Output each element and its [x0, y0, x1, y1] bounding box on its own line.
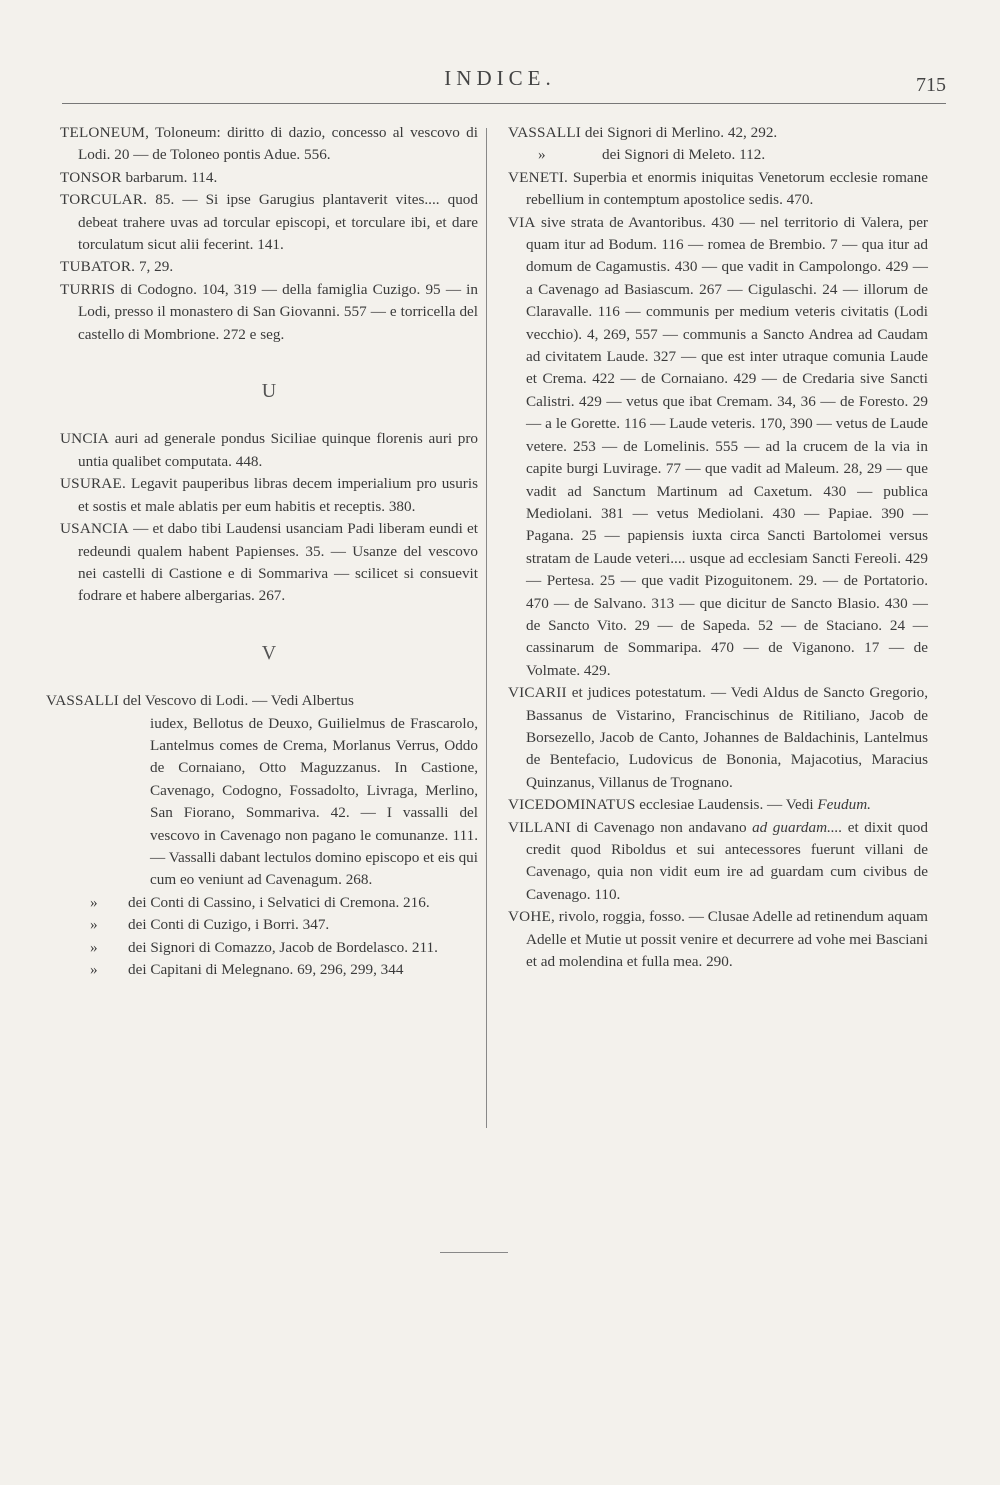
entry-text: del Vescovo di Lodi. — Vedi Albertus	[119, 692, 354, 710]
entry-italic-text: ad guardam....	[752, 818, 843, 836]
sub-entry-text: dei Signori di Meleto. 112.	[602, 146, 766, 164]
vassalli-body: iudex, Bellotus de Deuxo, Guilielmus de Frascarolo, Lantelmus comes de Crema, Morlanus Verrus, Oddo de Cornaiano, Otto Maguzzanus. In Castione, Cavenago, Codogno, Fossadolto, Livraga, Merlino, San Fiorano, Sommariva. 42. — I vassalli del vescovo in Cavenago non pagano le comunanze. 111. — Vassalli dabant lectulos domino episcopo et eis qui cum eo veniunt ad Cavenagum. 268.	[150, 714, 478, 889]
index-entry-tonsor	[60, 167, 478, 189]
entry-headword: VICEDOMINATUS	[508, 796, 636, 814]
entry-headword: VOHE,	[508, 908, 555, 926]
sub-entry-text: dei Capitani di Melegnano. 69, 296, 299, 344	[128, 961, 404, 978]
vassalli-sub-entry	[46, 892, 478, 914]
index-entry-uncia	[60, 428, 478, 473]
index-entry-villani	[508, 817, 928, 907]
section-letter-v: V	[261, 641, 277, 664]
entry-text: auri ad generale pondus Siciliae quinque florenis auri pro untia qualibet computata. 448.	[78, 430, 478, 470]
index-entry-usancia	[60, 518, 478, 608]
index-entry-vassalli-merlino	[508, 122, 928, 144]
entry-text: rivolo, roggia, fosso. — Clusae Adelle ad retinendum aquam Adelle et Mutie ut possit venire et decurrere ad vohe mei Basciani et ad molendina et fulla mea. 290.	[526, 908, 928, 971]
column-divider	[486, 128, 487, 1128]
entry-text: ecclesiae Laudensis. — Vedi	[635, 796, 818, 814]
entry-headword: VENETI.	[508, 168, 569, 186]
entry-headword: TONSOR	[60, 168, 122, 186]
entry-headword: USANCIA	[60, 520, 129, 538]
index-entry-torcular	[60, 189, 478, 256]
index-entry-via	[508, 212, 928, 683]
entry-italic-text: Feudum.	[817, 796, 871, 814]
index-entry-vohe	[508, 906, 928, 973]
entry-text: Legavit pauperibus libras decem imperialium pro usuris et sostis et male ablatis per eum habitis et receptis. 380.	[78, 475, 478, 515]
entry-text: Toloneum: diritto di dazio, concesso al vescovo di Lodi. 20 — de Toloneo pontis Adue. 556.	[78, 124, 478, 164]
entry-text: Superbia et enormis iniquitas Venetorum ecclesie romane rebellium in contemptum apostolice sedis. 470.	[526, 168, 928, 209]
vassalli-sub-entry	[46, 959, 478, 981]
header-rule	[62, 103, 946, 104]
ditto-mark: »	[90, 961, 98, 978]
index-entry-usurae	[60, 473, 478, 518]
vassalli-sub-entry	[46, 937, 478, 959]
entry-headword: TUBATOR.	[60, 258, 136, 276]
index-entry-vassalli	[46, 690, 478, 981]
entry-headword: UNCIA	[60, 430, 110, 448]
entry-text: 85. — Si ipse Garugius plantaverit vites.... quod debeat trahere uvas ad torcular episcopi, et torculare ibi, et dare torculatum sicut alii fecerint. 141.	[78, 191, 478, 254]
index-entry-turris	[60, 279, 478, 346]
entry-headword: TELONEUM,	[60, 124, 150, 141]
entry-text: di Codogno. 104, 319 — della famiglia Cuzigo. 95 — in Lodi, presso il monastero di San Giovanni. 557 — e torricella del castello di Mombrione. 272 e seg.	[78, 280, 478, 343]
vassalli-sub-entry	[508, 144, 928, 166]
page-number: 715	[916, 74, 946, 96]
vassalli-sub-entry	[46, 914, 478, 936]
vassalli-head-line	[46, 690, 478, 712]
running-head-title: INDICE.	[444, 66, 556, 90]
entry-text: 7, 29.	[135, 258, 174, 276]
sub-entry-text: dei Conti di Cuzigo, i Borri. 347.	[128, 916, 330, 934]
entry-headword: VIA	[508, 213, 536, 231]
index-entry-vicarii	[508, 682, 928, 794]
entry-text: et dixit quod credit quod Riboldus et sui antecessores fuerunt villani de Cavenago, quia non vidit eum ire ad guardam cum civibus de Cavenago. 110.	[526, 818, 928, 903]
entry-text: — et dabo tibi Laudensi usanciam Padi liberam eundi et redeundi qualem habent Papienses. 35. — Usanze del vescovo nei castelli di Castione e di Sommariva — scilicet si consuevit fodrare et habere albergarias. 267.	[78, 520, 478, 605]
sub-entry-text: dei Conti di Cassino, i Selvatici di Cremona. 216.	[128, 893, 430, 911]
index-entry-tubator	[60, 256, 478, 278]
entry-headword: VILLANI	[508, 818, 571, 836]
ditto-mark: »	[90, 916, 98, 934]
left-column	[46, 122, 478, 981]
ditto-mark: »	[90, 893, 98, 911]
entry-text: et judices potestatum. — Vedi Aldus de Sancto Gregorio, Bassanus de Vistarino, Francischinus de Ritiliano, Jacob de Borsezello, Jacob de Canto, Johannes de Baldachinis, Lantelmus de Bentefacio, Ludovicus de Bononia, Majacotius, Maracius Quinzanus, Villanus de Trognano.	[526, 684, 928, 791]
entry-headword: VASSALLI	[508, 124, 582, 141]
index-entry-teloneum	[60, 122, 478, 167]
entry-headword: VICARII	[508, 684, 567, 702]
end-rule	[440, 1252, 508, 1253]
right-column	[508, 122, 928, 973]
ditto-mark: »	[90, 938, 98, 956]
entry-text: barbarum. 114.	[121, 168, 218, 186]
entry-text: sive strata de Avantoribus. 430 — nel territorio di Valera, per quam itur ad Bodum. 116 — romea de Brembio. 7 — qua itur ad domum de Cagamustis. 430 — que vadit in Campolongo. 429 — a Cavenago ad Basiascum. 267 — Cigulaschi. 24 — illorum de Claravalle. 116 — communis per medium veteris civitatis (Lodi vecchio). 4, 269, 557 — communis a Sancto Andrea ad Caudam ad civitatem Laude. 327 — que est inter utraque comunia Laude et Crema. 422 — de Cornaiano. 429 — de Credaria sive Sancti Calistri. 429 — vetus que ibat Cremam. 34, 36 — de Foresto. 29 — a le Gorette. 116 — Laude veteris. 170, 390 — vetus de Laude vetere. 253 — de Lomelinis. 555 — ad la crucem de la via in capite burgi Luvirage. 77 — que vadit ad Maleum. 28, 29 — que vadit ad Sanctum Martinum ad Caxetum. 430 — publica Mediolani. 381 — vetus Mediolani. 430 — Papiae. 390 — Pagana. 25 — papiensis iuxta circa Sancti Bartolomei versus stratam de Laude veteri.... usque ad ecclesiam Sancti Fereoli. 429 — Pertesa. 25 — que vadit Pizoguitonem. 29. — de Portatorio. 470 — de Salvano. 313 — que dicitur de Sancto Blasio. 430 — de Sancto Vito. 29 — de Sapeda. 52 — de Staciano. 24 — cassinarum de Sommaripa. 470 — de Viganono. 17 — de Volmate. 429.	[526, 213, 928, 679]
index-entry-vicedominatus	[508, 794, 928, 816]
index-entry-veneti	[508, 167, 928, 212]
entry-text: dei Signori di Merlino. 42, 292.	[581, 124, 778, 141]
ditto-mark: »	[538, 146, 546, 164]
entry-headword: VASSALLI	[46, 692, 120, 710]
entry-text: di Cavenago non andavano	[570, 818, 753, 836]
entry-headword: USURAE.	[60, 475, 126, 493]
sub-entry-text: dei Signori di Comazzo, Jacob de Bordelasco. 211.	[128, 938, 438, 956]
section-letter-u: U	[261, 380, 277, 403]
entry-headword: TORCULAR.	[60, 191, 148, 209]
entry-headword: TURRIS	[60, 280, 116, 298]
